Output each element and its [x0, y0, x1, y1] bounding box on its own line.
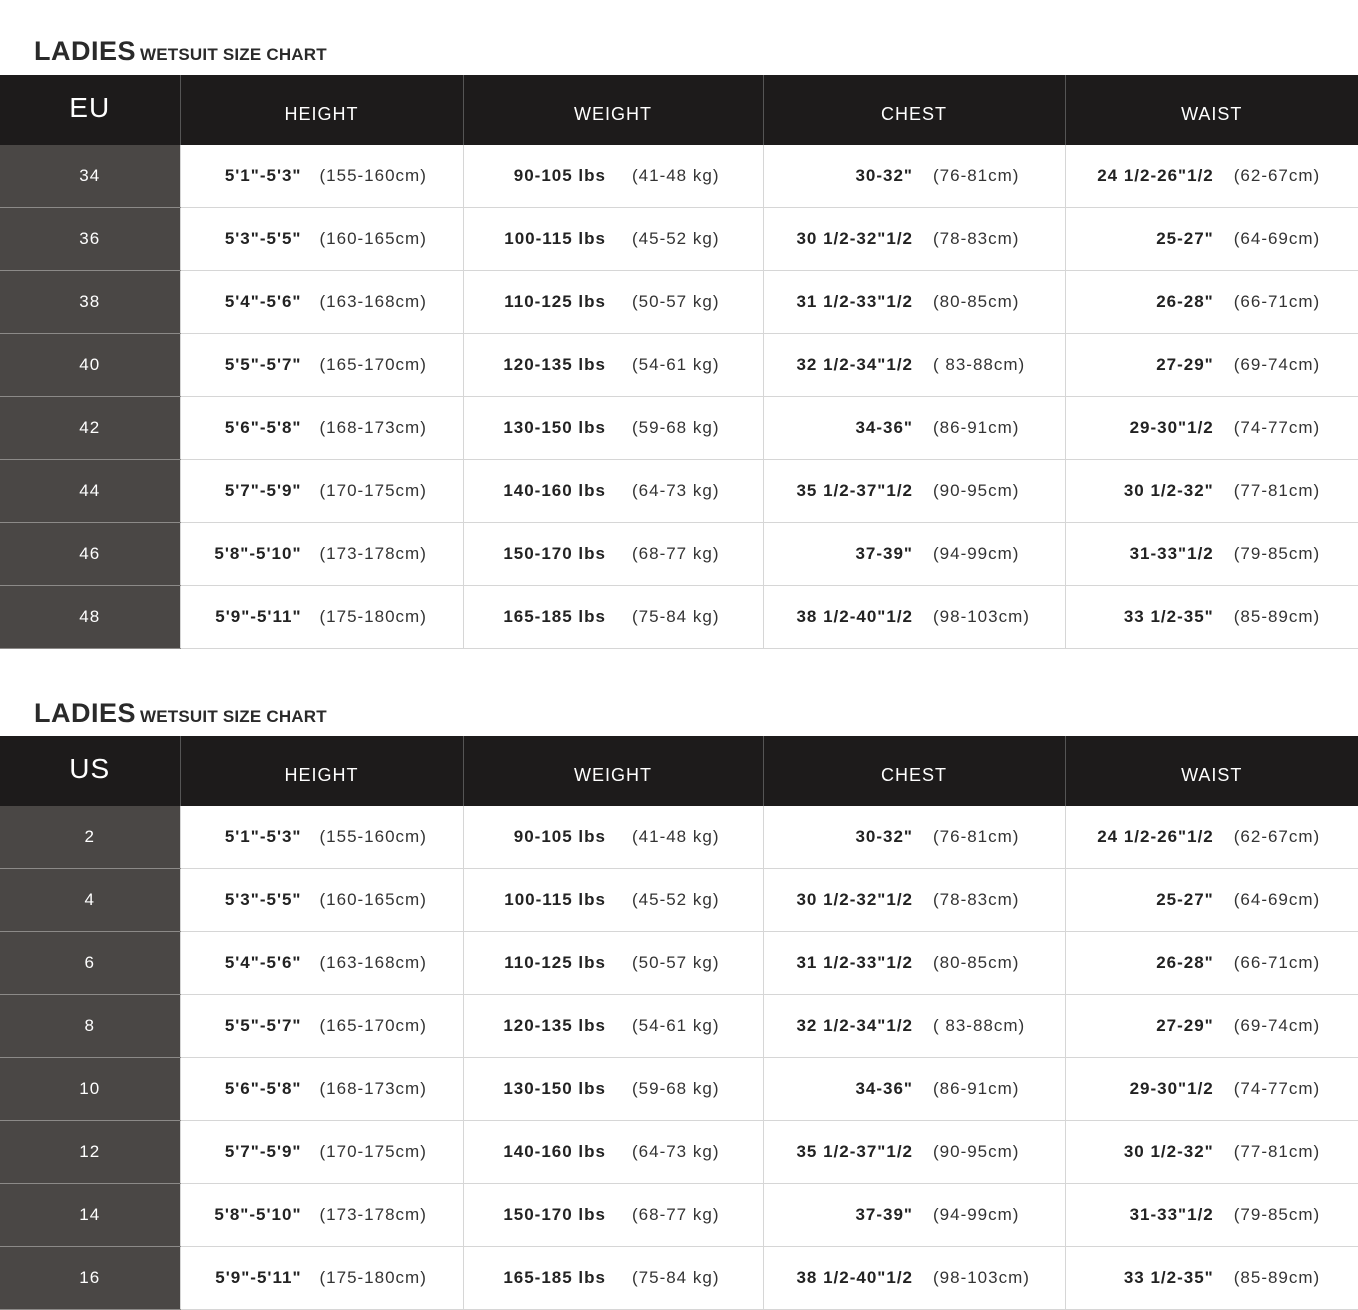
chest-cell [763, 397, 1065, 460]
weight-metric: (45-52 kg) [632, 229, 720, 248]
table-row [0, 869, 1358, 932]
height-imperial: 5'7"-5'9" [224, 1142, 302, 1161]
chest-metric: (94-99cm) [933, 544, 1020, 563]
weight-metric: (75-84 kg) [632, 1268, 720, 1287]
height-metric: (165-170cm) [319, 1016, 427, 1035]
height-metric: (160-165cm) [319, 229, 427, 248]
chest-imperial: 30 1/2-32"1/2 [796, 229, 913, 248]
size-cell: 36 [0, 208, 180, 271]
table-body [0, 806, 1358, 1310]
height-imperial: 5'5"-5'7" [224, 1016, 302, 1035]
column-header-height: HEIGHT [180, 736, 463, 806]
chest-metric: (94-99cm) [933, 1205, 1020, 1224]
weight-cell [463, 208, 763, 271]
height-cell [180, 1184, 463, 1247]
size-cell: 16 [0, 1247, 180, 1310]
weight-cell [463, 145, 763, 208]
waist-metric: (79-85cm) [1233, 544, 1321, 563]
chest-cell [763, 1247, 1065, 1310]
waist-cell [1065, 1121, 1358, 1184]
height-imperial: 5'6"-5'8" [224, 1079, 302, 1098]
waist-metric: (64-69cm) [1233, 890, 1321, 909]
waist-imperial: 24 1/2-26"1/2 [1097, 166, 1214, 185]
height-cell [180, 1058, 463, 1121]
chest-cell [763, 995, 1065, 1058]
waist-cell [1065, 932, 1358, 995]
waist-imperial: 24 1/2-26"1/2 [1097, 827, 1214, 846]
waist-cell [1065, 460, 1358, 523]
size-cell: 34 [0, 145, 180, 208]
waist-metric: (74-77cm) [1233, 418, 1321, 437]
waist-cell [1065, 995, 1358, 1058]
waist-cell [1065, 586, 1358, 649]
weight-imperial: 110-125 lbs [504, 953, 606, 972]
height-cell [180, 523, 463, 586]
weight-imperial: 110-125 lbs [504, 292, 606, 311]
table-row [0, 995, 1358, 1058]
column-header-weight: WEIGHT [463, 75, 763, 145]
waist-metric: (64-69cm) [1233, 229, 1321, 248]
height-metric: (155-160cm) [319, 827, 427, 846]
height-imperial: 5'4"-5'6" [224, 953, 302, 972]
waist-cell [1065, 869, 1358, 932]
height-metric: (168-173cm) [319, 418, 427, 437]
waist-metric: (66-71cm) [1233, 953, 1321, 972]
height-cell [180, 271, 463, 334]
height-cell [180, 806, 463, 869]
height-imperial: 5'7"-5'9" [224, 481, 302, 500]
region-header: US [0, 736, 180, 806]
weight-cell [463, 586, 763, 649]
weight-metric: (64-73 kg) [632, 481, 720, 500]
height-imperial: 5'3"-5'5" [224, 890, 302, 909]
height-cell [180, 334, 463, 397]
waist-cell [1065, 1058, 1358, 1121]
chart-title-main: LADIES [34, 698, 137, 728]
height-imperial: 5'5"-5'7" [224, 355, 302, 374]
weight-cell [463, 1121, 763, 1184]
weight-cell [463, 806, 763, 869]
weight-imperial: 90-105 lbs [513, 166, 606, 185]
waist-imperial: 27-29" [1156, 355, 1214, 374]
column-header-weight: WEIGHT [463, 736, 763, 806]
table-row [0, 397, 1358, 460]
weight-imperial: 100-115 lbs [504, 229, 606, 248]
weight-metric: (45-52 kg) [632, 890, 720, 909]
waist-imperial: 29-30"1/2 [1129, 1079, 1214, 1098]
chest-cell [763, 869, 1065, 932]
weight-imperial: 150-170 lbs [503, 544, 606, 563]
waist-metric: (66-71cm) [1233, 292, 1321, 311]
weight-metric: (68-77 kg) [632, 1205, 720, 1224]
chest-imperial: 35 1/2-37"1/2 [796, 481, 913, 500]
waist-cell [1065, 271, 1358, 334]
height-imperial: 5'8"-5'10" [214, 1205, 302, 1224]
chart-title-sub: WETSUIT SIZE CHART [140, 707, 327, 726]
waist-imperial: 30 1/2-32" [1123, 481, 1214, 500]
height-imperial: 5'9"-5'11" [215, 1268, 302, 1287]
weight-metric: (41-48 kg) [632, 827, 720, 846]
waist-cell [1065, 523, 1358, 586]
waist-metric: (62-67cm) [1233, 827, 1321, 846]
chest-metric: (98-103cm) [933, 607, 1030, 626]
waist-imperial: 30 1/2-32" [1123, 1142, 1214, 1161]
height-imperial: 5'8"-5'10" [214, 544, 302, 563]
table-row [0, 586, 1358, 649]
size-cell: 6 [0, 932, 180, 995]
size-cell: 48 [0, 586, 180, 649]
waist-cell [1065, 806, 1358, 869]
chest-cell [763, 334, 1065, 397]
chest-imperial: 37-39" [855, 1205, 913, 1224]
weight-cell [463, 869, 763, 932]
weight-metric: (54-61 kg) [632, 1016, 720, 1035]
height-metric: (170-175cm) [319, 481, 427, 500]
chest-imperial: 31 1/2-33"1/2 [796, 953, 913, 972]
height-imperial: 5'9"-5'11" [215, 607, 302, 626]
height-metric: (175-180cm) [319, 607, 427, 626]
weight-imperial: 140-160 lbs [503, 1142, 606, 1161]
chest-imperial: 30-32" [855, 827, 913, 846]
weight-cell [463, 1058, 763, 1121]
height-cell [180, 1247, 463, 1310]
size-table [0, 75, 1358, 649]
height-cell [180, 995, 463, 1058]
waist-imperial: 26-28" [1156, 953, 1214, 972]
waist-imperial: 33 1/2-35" [1123, 1268, 1214, 1287]
chest-imperial: 37-39" [855, 544, 913, 563]
chest-cell [763, 1184, 1065, 1247]
weight-metric: (59-68 kg) [632, 418, 720, 437]
weight-imperial: 150-170 lbs [503, 1205, 606, 1224]
size-cell: 44 [0, 460, 180, 523]
height-cell [180, 932, 463, 995]
height-imperial: 5'3"-5'5" [224, 229, 302, 248]
size-cell: 38 [0, 271, 180, 334]
table-row [0, 806, 1358, 869]
height-cell [180, 208, 463, 271]
weight-imperial: 140-160 lbs [503, 481, 606, 500]
size-cell: 8 [0, 995, 180, 1058]
weight-cell [463, 1184, 763, 1247]
table-row [0, 1247, 1358, 1310]
height-metric: (175-180cm) [319, 1268, 427, 1287]
waist-imperial: 31-33"1/2 [1129, 1205, 1214, 1224]
height-cell [180, 586, 463, 649]
height-imperial: 5'1"-5'3" [224, 827, 302, 846]
waist-imperial: 25-27" [1156, 890, 1214, 909]
chart-title [34, 698, 327, 729]
waist-metric: (62-67cm) [1233, 166, 1321, 185]
height-imperial: 5'6"-5'8" [224, 418, 302, 437]
chest-imperial: 32 1/2-34"1/2 [796, 1016, 913, 1035]
chest-metric: (86-91cm) [933, 418, 1020, 437]
height-imperial: 5'4"-5'6" [224, 292, 302, 311]
region-header: EU [0, 75, 180, 145]
weight-imperial: 100-115 lbs [504, 890, 606, 909]
weight-cell [463, 932, 763, 995]
waist-cell [1065, 334, 1358, 397]
waist-metric: (85-89cm) [1233, 607, 1321, 626]
column-header-height: HEIGHT [180, 75, 463, 145]
column-header-waist: WAIST [1065, 75, 1358, 145]
chest-imperial: 38 1/2-40"1/2 [796, 607, 913, 626]
height-metric: (173-178cm) [319, 1205, 427, 1224]
table-row [0, 1121, 1358, 1184]
chest-metric: (90-95cm) [933, 481, 1020, 500]
table-row [0, 1058, 1358, 1121]
size-cell: 4 [0, 869, 180, 932]
chest-metric: (76-81cm) [933, 827, 1020, 846]
chest-cell [763, 932, 1065, 995]
waist-cell [1065, 145, 1358, 208]
height-metric: (170-175cm) [319, 1142, 427, 1161]
chest-imperial: 31 1/2-33"1/2 [796, 292, 913, 311]
chest-cell [763, 1121, 1065, 1184]
size-cell: 10 [0, 1058, 180, 1121]
size-cell: 2 [0, 806, 180, 869]
height-cell [180, 460, 463, 523]
column-header-chest: CHEST [763, 75, 1065, 145]
chest-metric: ( 83-88cm) [933, 355, 1026, 374]
chest-imperial: 34-36" [855, 1079, 913, 1098]
waist-metric: (74-77cm) [1233, 1079, 1321, 1098]
header-row [0, 75, 1358, 145]
weight-imperial: 165-185 lbs [503, 607, 606, 626]
table-row [0, 208, 1358, 271]
waist-metric: (77-81cm) [1233, 481, 1321, 500]
weight-imperial: 90-105 lbs [513, 827, 606, 846]
chest-imperial: 38 1/2-40"1/2 [796, 1268, 913, 1287]
chest-cell [763, 523, 1065, 586]
chest-metric: (90-95cm) [933, 1142, 1020, 1161]
weight-metric: (59-68 kg) [632, 1079, 720, 1098]
chest-metric: (86-91cm) [933, 1079, 1020, 1098]
header-row [0, 736, 1358, 806]
chart-title-main: LADIES [34, 36, 137, 66]
weight-imperial: 165-185 lbs [503, 1268, 606, 1287]
size-cell: 46 [0, 523, 180, 586]
waist-cell [1065, 208, 1358, 271]
waist-metric: (79-85cm) [1233, 1205, 1321, 1224]
weight-imperial: 120-135 lbs [503, 355, 606, 374]
waist-imperial: 26-28" [1156, 292, 1214, 311]
weight-metric: (50-57 kg) [632, 953, 720, 972]
chest-cell [763, 208, 1065, 271]
waist-imperial: 33 1/2-35" [1123, 607, 1214, 626]
chest-imperial: 30-32" [855, 166, 913, 185]
chest-cell [763, 145, 1065, 208]
chest-imperial: 34-36" [855, 418, 913, 437]
chest-cell [763, 586, 1065, 649]
weight-cell [463, 460, 763, 523]
weight-cell [463, 523, 763, 586]
weight-cell [463, 334, 763, 397]
weight-metric: (75-84 kg) [632, 607, 720, 626]
chest-metric: ( 83-88cm) [933, 1016, 1026, 1035]
size-cell: 42 [0, 397, 180, 460]
table-row [0, 523, 1358, 586]
height-metric: (163-168cm) [319, 292, 427, 311]
weight-imperial: 130-150 lbs [503, 1079, 606, 1098]
height-metric: (173-178cm) [319, 544, 427, 563]
height-cell [180, 397, 463, 460]
weight-cell [463, 995, 763, 1058]
size-cell: 40 [0, 334, 180, 397]
waist-metric: (69-74cm) [1233, 355, 1321, 374]
weight-cell [463, 271, 763, 334]
weight-metric: (54-61 kg) [632, 355, 720, 374]
waist-cell [1065, 1247, 1358, 1310]
table-row [0, 271, 1358, 334]
chart-title [34, 36, 327, 67]
chest-metric: (80-85cm) [933, 292, 1020, 311]
height-metric: (160-165cm) [319, 890, 427, 909]
weight-cell [463, 1247, 763, 1310]
weight-imperial: 120-135 lbs [503, 1016, 606, 1035]
table-row [0, 460, 1358, 523]
waist-cell [1065, 397, 1358, 460]
weight-imperial: 130-150 lbs [503, 418, 606, 437]
column-header-chest: CHEST [763, 736, 1065, 806]
height-metric: (163-168cm) [319, 953, 427, 972]
waist-metric: (85-89cm) [1233, 1268, 1321, 1287]
waist-imperial: 31-33"1/2 [1129, 544, 1214, 563]
chest-imperial: 35 1/2-37"1/2 [796, 1142, 913, 1161]
size-cell: 14 [0, 1184, 180, 1247]
waist-cell [1065, 1184, 1358, 1247]
chest-cell [763, 806, 1065, 869]
table-body [0, 145, 1358, 649]
height-metric: (165-170cm) [319, 355, 427, 374]
weight-metric: (41-48 kg) [632, 166, 720, 185]
height-metric: (155-160cm) [319, 166, 427, 185]
height-cell [180, 145, 463, 208]
table-row [0, 334, 1358, 397]
size-cell: 12 [0, 1121, 180, 1184]
chest-metric: (98-103cm) [933, 1268, 1030, 1287]
waist-imperial: 27-29" [1156, 1016, 1214, 1035]
height-imperial: 5'1"-5'3" [224, 166, 302, 185]
weight-metric: (68-77 kg) [632, 544, 720, 563]
chart-title-sub: WETSUIT SIZE CHART [140, 45, 327, 64]
chest-imperial: 32 1/2-34"1/2 [796, 355, 913, 374]
chest-cell [763, 1058, 1065, 1121]
chest-cell [763, 271, 1065, 334]
chest-metric: (76-81cm) [933, 166, 1020, 185]
chest-imperial: 30 1/2-32"1/2 [796, 890, 913, 909]
chest-metric: (78-83cm) [933, 229, 1020, 248]
height-cell [180, 1121, 463, 1184]
waist-metric: (77-81cm) [1233, 1142, 1321, 1161]
waist-imperial: 29-30"1/2 [1129, 418, 1214, 437]
chest-metric: (80-85cm) [933, 953, 1020, 972]
table-row [0, 145, 1358, 208]
size-table [0, 736, 1358, 1310]
weight-metric: (64-73 kg) [632, 1142, 720, 1161]
chest-metric: (78-83cm) [933, 890, 1020, 909]
height-metric: (168-173cm) [319, 1079, 427, 1098]
height-cell [180, 869, 463, 932]
chest-cell [763, 460, 1065, 523]
waist-metric: (69-74cm) [1233, 1016, 1321, 1035]
weight-metric: (50-57 kg) [632, 292, 720, 311]
weight-cell [463, 397, 763, 460]
column-header-waist: WAIST [1065, 736, 1358, 806]
waist-imperial: 25-27" [1156, 229, 1214, 248]
table-row [0, 1184, 1358, 1247]
table-row [0, 932, 1358, 995]
